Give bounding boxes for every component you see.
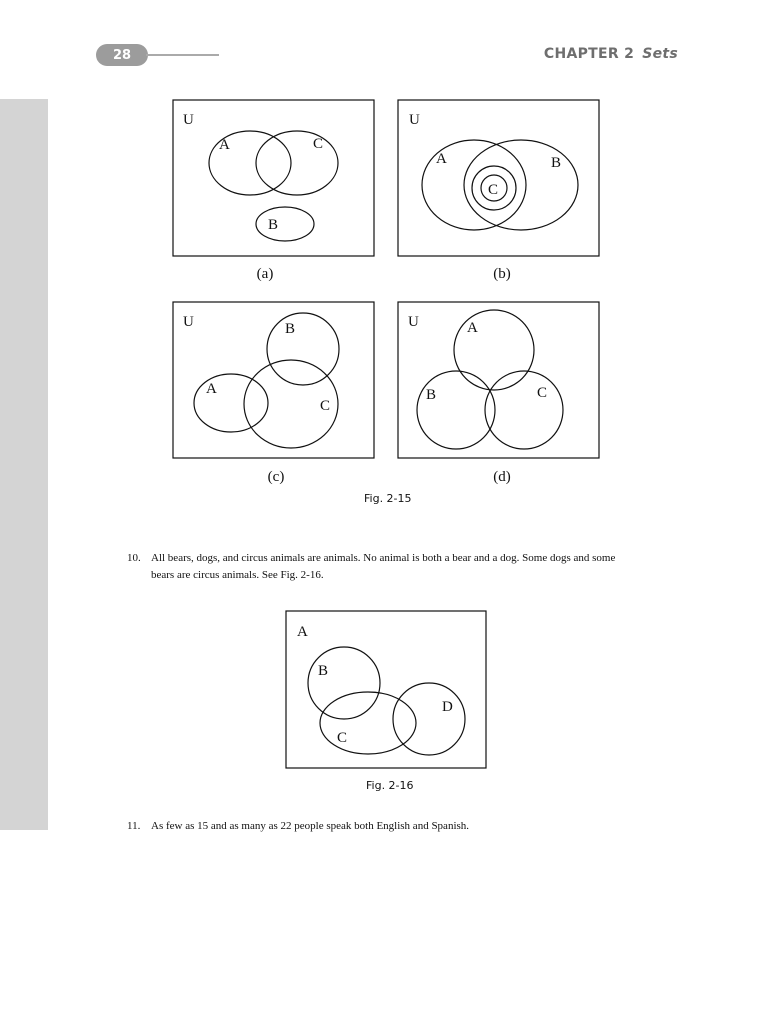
venn-216-universe-label: A <box>297 624 308 640</box>
venn-b-label-b: B <box>551 155 562 171</box>
fig-2-16-caption: Fig. 2-16 <box>366 779 414 792</box>
venn-b-label-c: C <box>488 182 499 198</box>
chapter-title: Sets <box>642 46 678 62</box>
venn-d-label-a: A <box>467 320 478 336</box>
sub-caption-c: (c) <box>267 469 285 485</box>
venn-d-universe-label: U <box>408 314 419 330</box>
venn-c-set-b <box>267 313 339 385</box>
sub-caption-d: (d) <box>493 469 511 485</box>
chapter-label: CHAPTER 2 <box>543 46 635 62</box>
sub-caption-b: (b) <box>493 266 511 282</box>
venn-d-set-b <box>417 371 495 449</box>
venn-a-label-b: B <box>268 217 279 233</box>
page-number: 28 <box>96 44 148 66</box>
venn-216-set-c <box>320 692 416 754</box>
venn-a-set-b <box>256 207 314 241</box>
venn-216-label-d: D <box>442 699 453 715</box>
venn-d-label-b: B <box>426 387 437 403</box>
venn-216-universe-box <box>286 611 486 768</box>
exercise-10 <box>127 550 687 584</box>
exercise-10-line1: All bears, dogs, and circus animals are animals. No animal is both a bear and a dog. Some dogs and some <box>151 552 616 564</box>
venn-b-universe-box <box>398 100 599 256</box>
exercise-11-number: 11. <box>127 820 141 832</box>
exercise-10-number: 10. <box>127 552 141 564</box>
venn-a-label-c: C <box>313 136 324 152</box>
venn-216-set-b <box>308 647 380 719</box>
venn-c-label-b: B <box>285 321 296 337</box>
venn-d-label-c: C <box>537 385 548 401</box>
venn-a-set-c <box>256 131 338 195</box>
venn-d-set-c <box>485 371 563 449</box>
exercise-11 <box>127 818 687 835</box>
venn-a-label-a: A <box>219 137 230 153</box>
exercise-10-line2: bears are circus animals. See Fig. 2-16. <box>151 569 324 581</box>
venn-216-label-c: C <box>337 730 348 746</box>
venn-b-universe-label: U <box>409 112 420 128</box>
exercise-11-text: As few as 15 and as many as 22 people speak both English and Spanish. <box>151 820 470 832</box>
venn-a-universe-label: U <box>183 112 194 128</box>
venn-216-label-b: B <box>318 663 329 679</box>
sub-caption-a: (a) <box>256 266 274 282</box>
venn-b-label-a: A <box>436 151 447 167</box>
venn-c-universe-label: U <box>183 314 194 330</box>
fig-2-15-caption: Fig. 2-15 <box>364 492 412 505</box>
venn-c-universe-box <box>173 302 374 458</box>
venn-c-label-c: C <box>320 398 331 414</box>
venn-d-set-a <box>454 310 534 390</box>
venn-c-label-a: A <box>206 381 217 397</box>
